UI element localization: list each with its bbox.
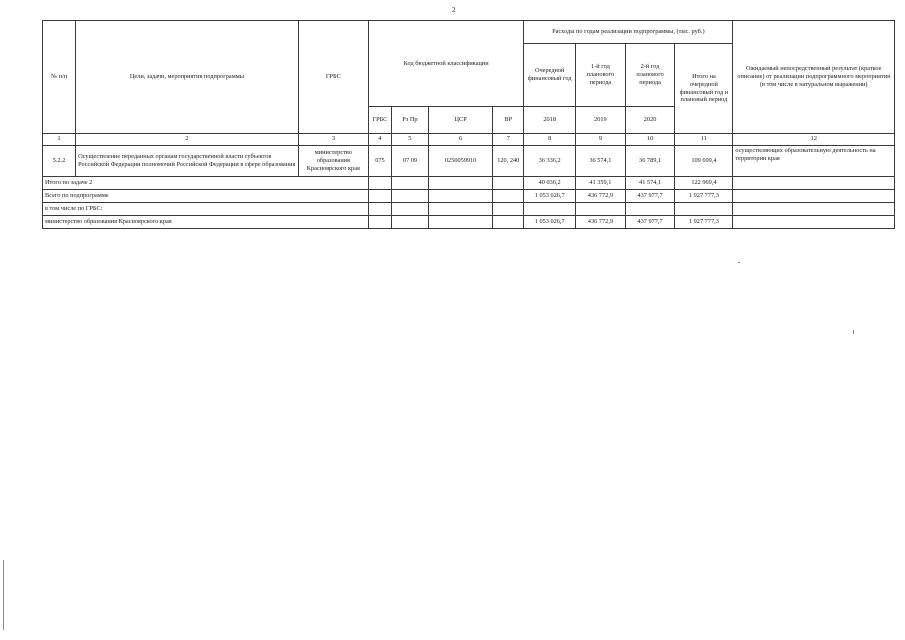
row-522-2019: 36 574,1 <box>576 146 626 177</box>
row-522-csr: 0250059910 <box>429 146 493 177</box>
header-sub-vr: ВР <box>493 107 524 134</box>
header-sub-grbs: ГРБС <box>369 107 392 134</box>
subprogram-total-2019: 436 772,9 <box>576 190 626 203</box>
task-total-total: 122 969,4 <box>675 177 733 190</box>
subprogram-total-2018: 1 053 026,7 <box>524 190 576 203</box>
ministry-total-total: 1 927 777,3 <box>675 216 733 229</box>
ministry-total-2019: 436 772,9 <box>576 216 626 229</box>
header-budget-code: Код бюджетной классификации <box>369 21 524 107</box>
subprogram-total-2020: 437 977,7 <box>625 190 675 203</box>
header-sub-csr: ЦСР <box>429 107 493 134</box>
ministry-total-2020: 437 977,7 <box>625 216 675 229</box>
header-grbs: ГРБС <box>298 21 368 134</box>
col-number: 8 <box>524 134 576 146</box>
row-522-rzpr: 07 09 <box>391 146 428 177</box>
row-522-total: 109 699,4 <box>675 146 733 177</box>
row-522-num: 5.2.2 <box>43 146 76 177</box>
col-number: 4 <box>369 134 392 146</box>
ministry-total-2018: 1 053 026,7 <box>524 216 576 229</box>
incl-grbs-label: в том числе по ГРБС: <box>43 203 369 216</box>
task-total-2018: 40 036,2 <box>524 177 576 190</box>
header-exp-current: Очередной финансовый год <box>524 44 576 107</box>
header-sub-rzpr: Рз Пр <box>391 107 428 134</box>
row-522-goal: Осуществление переданных органам государственной власти субъектов Российской Федерации полномочий Российской Федерации в сфере образования <box>76 146 299 177</box>
row-522-vr: 120, 240 <box>493 146 524 177</box>
col-number: 10 <box>625 134 675 146</box>
task-total-2020: 41 574,1 <box>625 177 675 190</box>
scan-artifact-mark <box>738 262 740 263</box>
scan-artifact-mark <box>853 330 854 334</box>
col-number: 9 <box>576 134 626 146</box>
header-exp-total: Итого на очередной финансовый год и плановый период <box>675 44 733 134</box>
header-expenses: Расходы по годам реализации подпрограммы, (тыс. руб.) <box>524 21 733 44</box>
page-number: 2 <box>452 6 456 14</box>
header-year-2019: 2019 <box>576 107 626 134</box>
header-goals: Цели, задачи, мероприятия подпрограммы <box>76 21 299 134</box>
header-exp-plan1: 1-й год планового периода <box>576 44 626 107</box>
subprogram-total-label: Всего по подпрограмме <box>43 190 369 203</box>
subprogram-total-total: 1 927 777,3 <box>675 190 733 203</box>
task-total-label: Итого по задаче 2 <box>43 177 369 190</box>
col-number: 6 <box>429 134 493 146</box>
scan-artifact-mark <box>3 560 4 630</box>
col-number: 5 <box>391 134 428 146</box>
row-522-2020: 36 789,1 <box>625 146 675 177</box>
header-year-2018: 2018 <box>524 107 576 134</box>
col-number: 2 <box>76 134 299 146</box>
col-number: 3 <box>298 134 368 146</box>
subprogram-expenses-table <box>42 20 895 229</box>
col-number: 7 <box>493 134 524 146</box>
row-522-2018: 36 336,2 <box>524 146 576 177</box>
task-total-2019: 41 359,1 <box>576 177 626 190</box>
col-number: 11 <box>675 134 733 146</box>
row-522-result: осуществляющих образовательную деятельность на территории края <box>733 146 895 177</box>
row-522-grbs: 075 <box>369 146 392 177</box>
ministry-total-label: министерство образования Красноярского края <box>43 216 369 229</box>
header-result: Ожидаемый непосредственный результат (краткое описание) от реализации подпрограммного мероприятия (в том числе в натуральном выражении) <box>733 21 895 134</box>
col-number: 12 <box>733 134 895 146</box>
header-num: № п/п <box>43 21 76 134</box>
header-year-2020: 2020 <box>625 107 675 134</box>
col-number: 1 <box>43 134 76 146</box>
header-exp-plan2: 2-й год планового периода <box>625 44 675 107</box>
row-522-grbs-name: министерство образования Красноярского края <box>298 146 368 177</box>
